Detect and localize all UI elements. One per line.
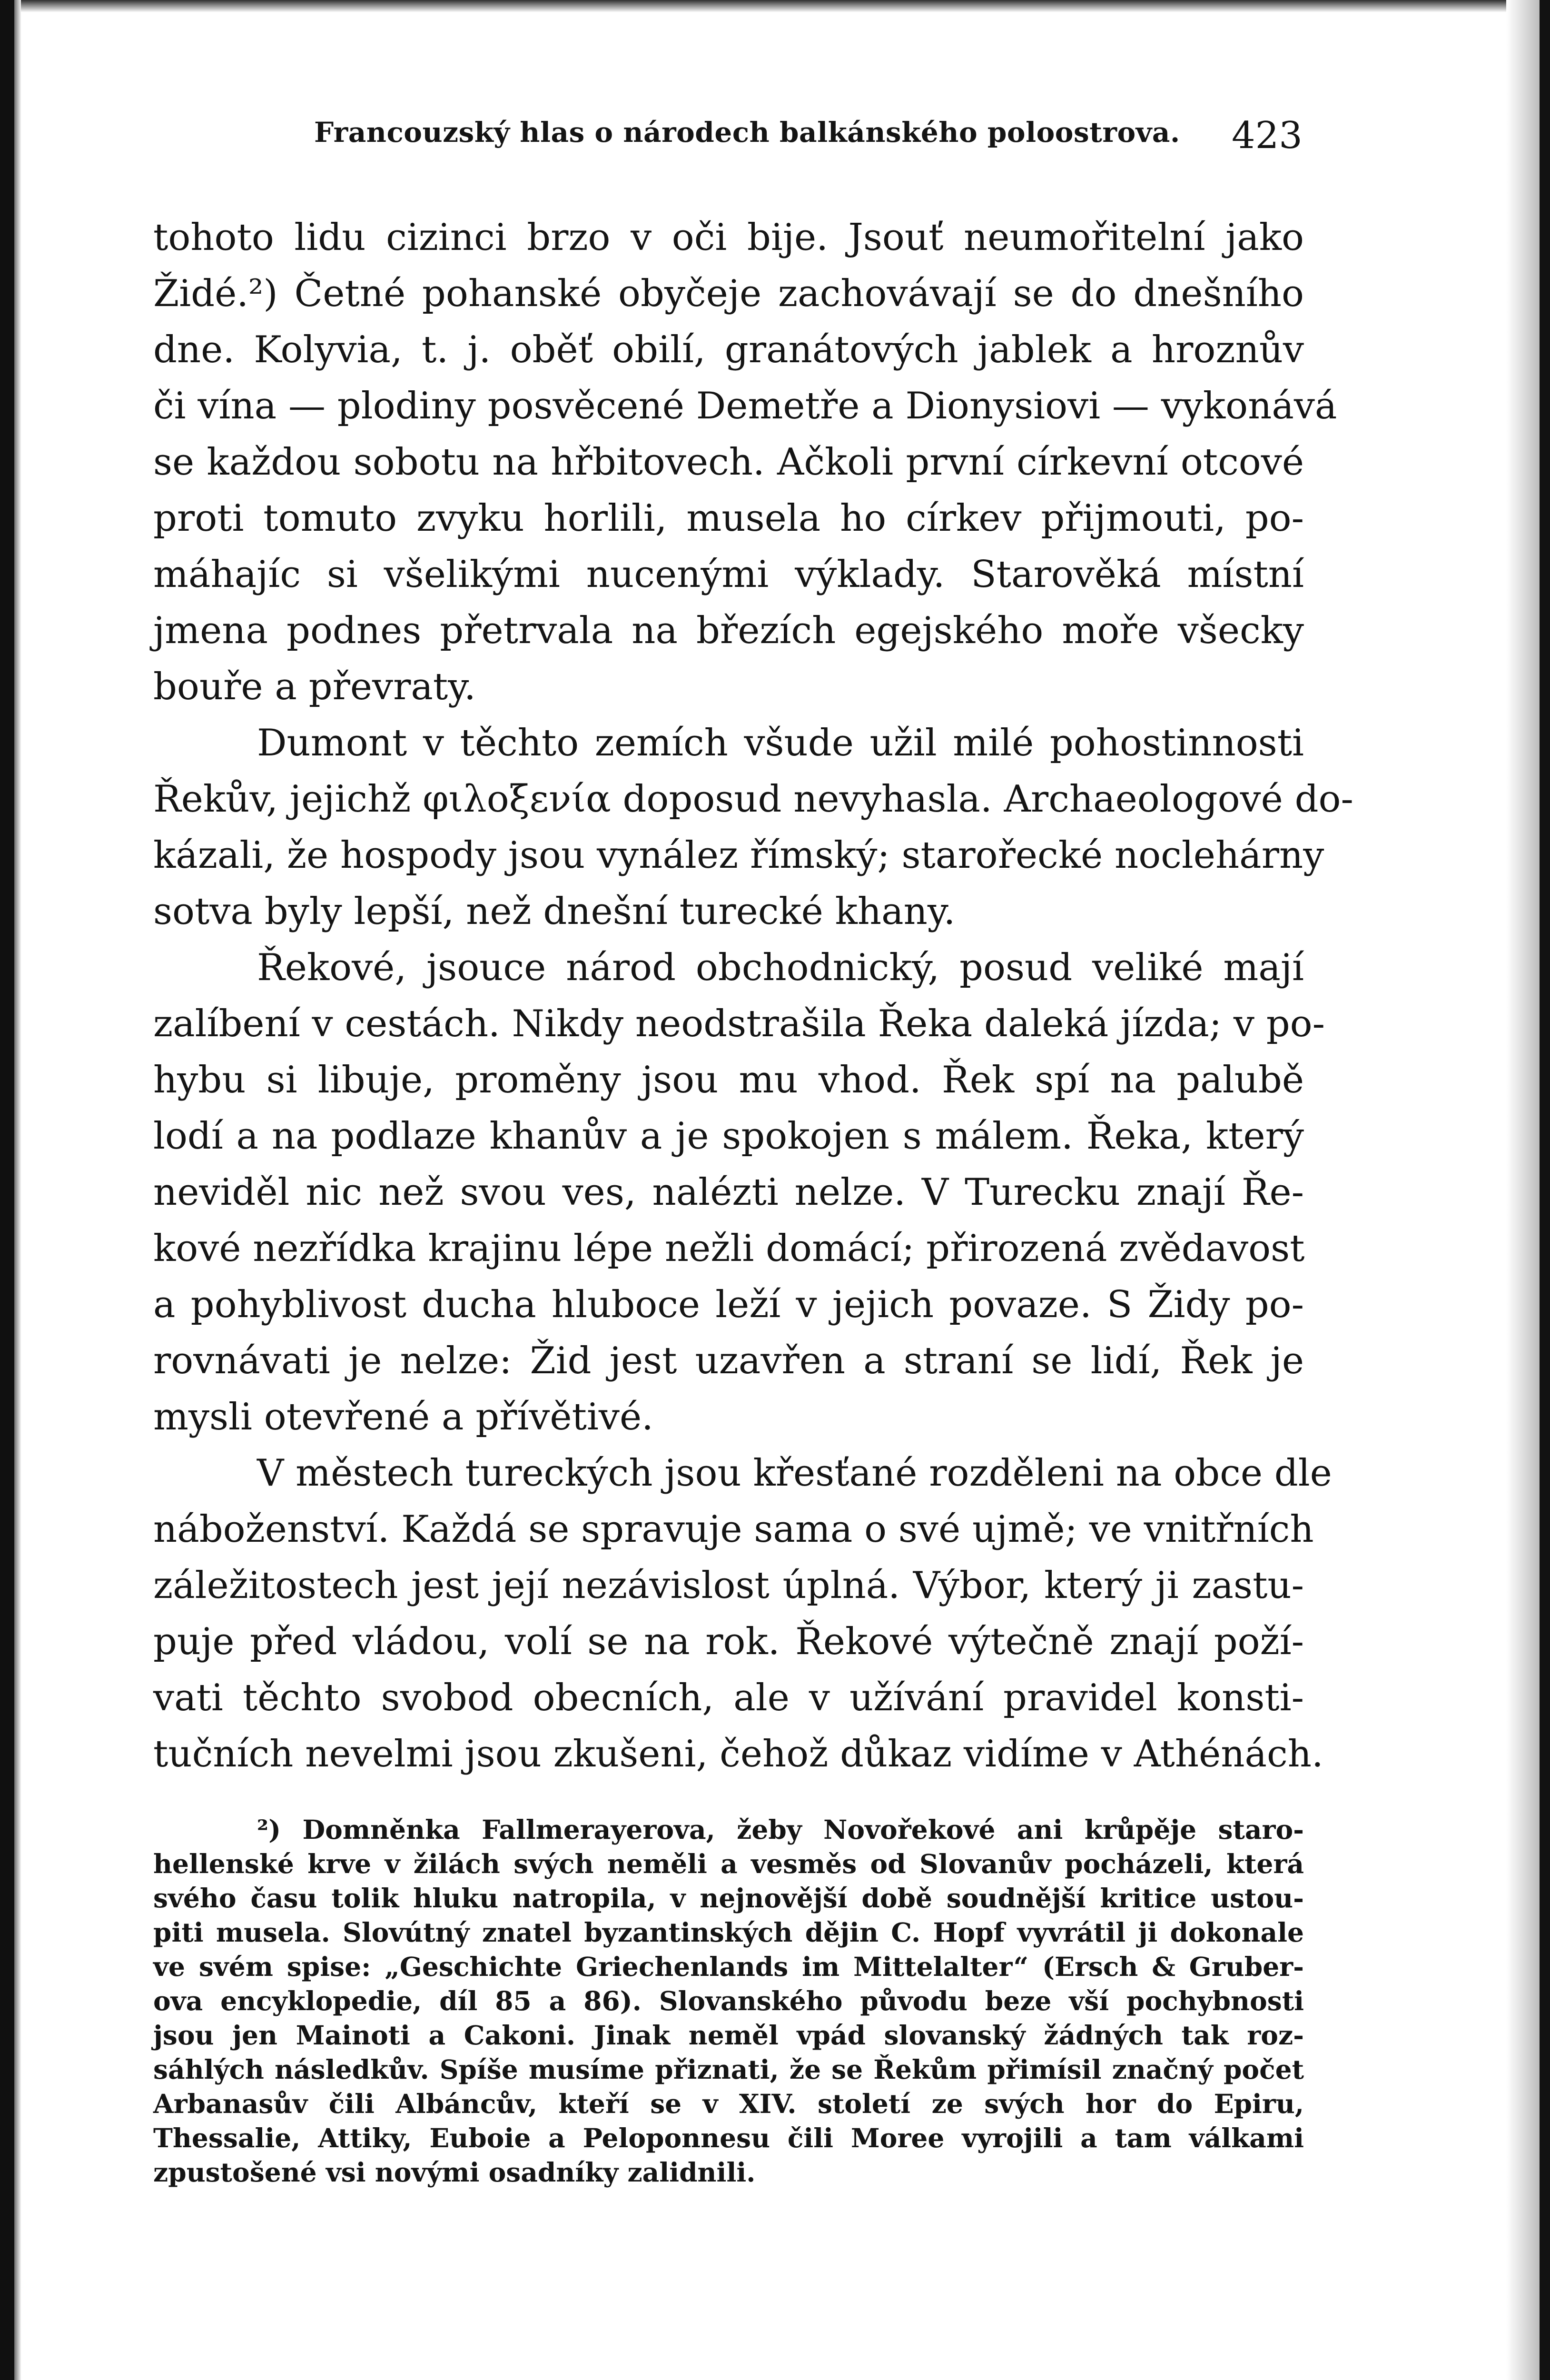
text-line: náboženství. Každá se spravuje sama o své ujmě; ve vnitřních bbox=[153, 1508, 1314, 1551]
paragraph bbox=[153, 1445, 1332, 1782]
text-line: hybu si libuje, proměny jsou mu vhod. Řek spí na palubě bbox=[153, 1059, 1304, 1101]
text-line: jmena podnes přetrvala na březích egejského moře všecky bbox=[153, 609, 1304, 652]
scan-edge-right bbox=[1540, 0, 1550, 2380]
text-line: tohoto lidu cizinci brzo v oči bije. Jsouť neumořitelní jako bbox=[153, 216, 1304, 259]
footnote-line: ova encyklopedie, díl 85 a 86). Slovanského původu beze vší pochybnosti bbox=[153, 1985, 1304, 2016]
text-line: a pohyblivost ducha hluboce leží v jejich povaze. S Židy po- bbox=[153, 1283, 1304, 1326]
text-line: sotva byly lepší, než dnešní turecké khany. bbox=[153, 890, 956, 933]
footnote bbox=[153, 1813, 1304, 2190]
running-title: Francouzský hlas o národech balkánského poloostrova. bbox=[314, 116, 1180, 149]
footnote-line: svého času tolik hluku natropila, v nejnovější době soudnější kritice ustou- bbox=[153, 1883, 1304, 1914]
text-line: puje před vládou, volí se na rok. Řekové výtečně znají poží- bbox=[153, 1620, 1304, 1663]
footnote-line: Arbanasův čili Albáncův, kteří se v XIV. století ze svých hor do Epiru, bbox=[153, 2088, 1304, 2119]
text-line: Židé.²) Četné pohanské obyčeje zachovávají se do dnešního bbox=[153, 272, 1304, 315]
text-line: neviděl nic než svou ves, nalézti nelze. V Turecku znají Ře- bbox=[153, 1171, 1304, 1214]
scan-shadow-left bbox=[14, 0, 21, 2380]
footnote-line: ve svém spise: „Geschichte Griechenlands im Mittelalter“ (Ersch & Gruber- bbox=[153, 1951, 1304, 1982]
text-line: rovnávati je nelze: Žid jest uzavřen a straní se lidí, Řek je bbox=[153, 1339, 1304, 1382]
footnote-line: Thessalie, Attiky, Euboie a Peloponnesu čili Moree vyrojili a tam válkami bbox=[153, 2122, 1304, 2153]
text-line: Řekův, jejichž φιλοξενία doposud nevyhasla. Archaeologové do- bbox=[153, 778, 1353, 821]
text-line: kázali, že hospody jsou vynález římský; starořecké noclehárny bbox=[153, 834, 1324, 877]
paragraph bbox=[153, 715, 1353, 940]
text-line: záležitostech jest její nezávislost úplná. Výbor, který ji zastu- bbox=[153, 1564, 1304, 1607]
footnote-line: jsou jen Mainoti a Cakoni. Jinak neměl vpád slovanský žádných tak roz- bbox=[153, 2020, 1304, 2051]
text-line: V městech tureckých jsou křesťané rozděleni na obce dle bbox=[257, 1452, 1332, 1495]
main-text bbox=[153, 209, 1353, 1782]
footnote-line: zpustošené vsi novými osadníky zalidnili. bbox=[153, 2157, 756, 2188]
text-line: zalíbení v cestách. Nikdy neodstrašila Řeka daleká jízda; v po- bbox=[153, 1002, 1325, 1045]
text-line: vati těchto svobod obecních, ale v užívání pravidel konsti- bbox=[153, 1676, 1304, 1719]
text-line: kové nezřídka krajinu lépe nežli domácí; přirozená zvědavost bbox=[153, 1227, 1305, 1270]
footnote-line: hellenské krve v žilách svých neměli a vesměs od Slovanův pocházeli, která bbox=[153, 1848, 1304, 1879]
paragraph bbox=[153, 940, 1325, 1445]
text-line: Řekové, jsouce národ obchodnický, posud veliké mají bbox=[257, 946, 1304, 989]
text-line: či vína — plodiny posvěcené Demetře a Dionysiovi — vykonává bbox=[153, 385, 1337, 427]
text-line: se každou sobotu na hřbitovech. Ačkoli první církevní otcové bbox=[153, 441, 1304, 484]
text-line: lodí a na podlaze khanův a je spokojen s málem. Řeka, který bbox=[153, 1115, 1304, 1158]
footnote-line: ²) Domněnka Fallmerayerova, žeby Novořekové ani krůpěje staro- bbox=[257, 1814, 1304, 1845]
footnote-line: piti musela. Slovútný znatel byzantinských dějin C. Hopf vyvrátil ji dokonale bbox=[153, 1917, 1304, 1948]
text-line: dne. Kolyvia, t. j. oběť obilí, granátových jablek a hroznův bbox=[153, 328, 1304, 371]
text-line: tučních nevelmi jsou zkušeni, čehož důkaz vidíme v Athénách. bbox=[153, 1733, 1323, 1775]
scan-shadow-right bbox=[1506, 0, 1540, 2380]
text-line: proti tomuto zvyku horlili, musela ho církev přijmouti, po- bbox=[153, 497, 1304, 540]
page-number: 423 bbox=[1232, 114, 1303, 157]
scan-edge-top bbox=[0, 0, 1550, 12]
scan-edge-left bbox=[0, 0, 14, 2380]
text-line: Dumont v těchto zemích všude užil milé pohostinnosti bbox=[257, 722, 1304, 764]
text-line: máhajíc si všelikými nucenými výklady. Starověká místní bbox=[153, 553, 1304, 596]
footnote-line: sáhlých následkův. Spíše musíme přiznati, že se Řekům přimísil značný počet bbox=[153, 2054, 1304, 2085]
text-line: bouře a převraty. bbox=[153, 665, 476, 708]
paragraph bbox=[153, 209, 1337, 715]
text-line: mysli otevřené a přívětivé. bbox=[153, 1396, 653, 1438]
